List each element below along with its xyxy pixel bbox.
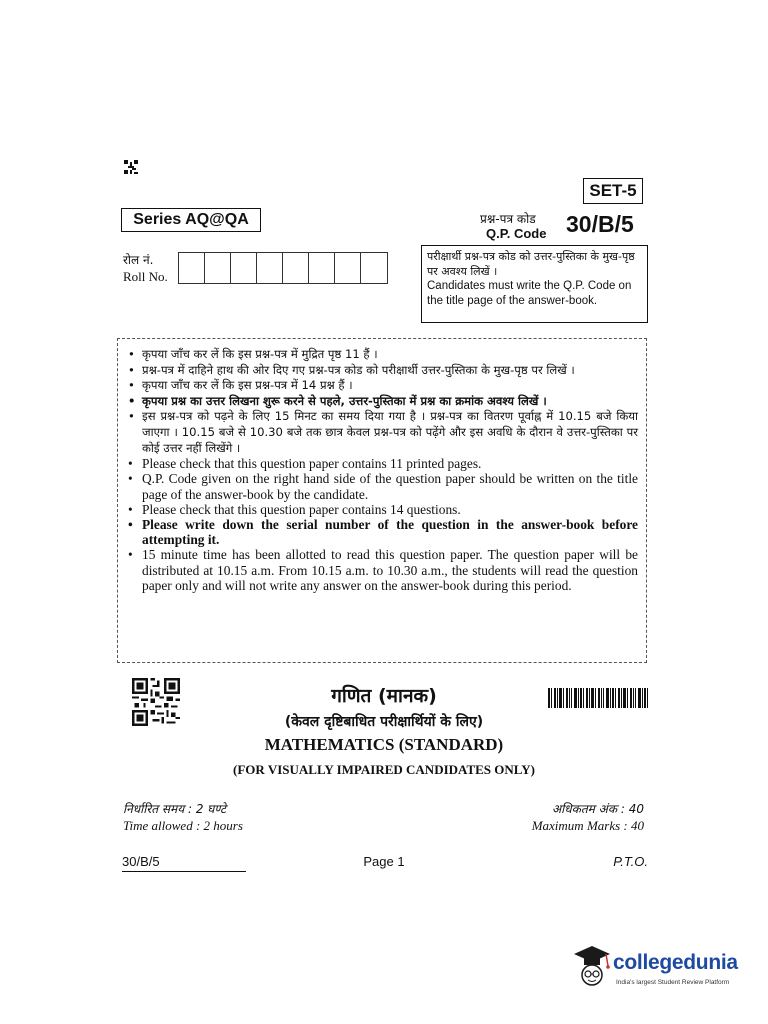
- maximum-marks: Maximum Marks : 40: [531, 818, 644, 833]
- qp-code-label: Q.P. Code: [486, 226, 547, 241]
- roll-digit-box[interactable]: [283, 253, 309, 283]
- qp-code-value: 30/B/5: [566, 211, 634, 237]
- qp-code-note-box: [421, 245, 648, 323]
- time-allowed-hindi: निर्धारित समय : 2 घण्टे: [123, 802, 227, 816]
- roll-digit-box[interactable]: [335, 253, 361, 283]
- roll-digit-box[interactable]: [179, 253, 205, 283]
- roll-digit-box[interactable]: [257, 253, 283, 283]
- page-number: Page 1: [363, 854, 405, 869]
- subject-note: (FOR VISUALLY IMPAIRED CANDIDATES ONLY): [233, 762, 535, 777]
- footer-paper-code: 30/B/5: [122, 854, 246, 872]
- pto-label: P.T.O.: [613, 854, 648, 869]
- collegedunia-tagline: India's largest Student Review Platform: [616, 979, 730, 986]
- instruction-item: • 15 minute time has been allotted to read this question paper. The question paper will be distributed at 10.15 a.m. From 10.15 a.m. to 10.30 a.m., the students will read the question paper only and will not write any answer on the answer-book during this period.: [126, 547, 638, 593]
- instruction-item: • Q.P. Code given on the right hand side of the question paper should be written on the title page of the answer-book by the candidate.: [126, 471, 638, 501]
- subject-note-hindi: (केवल दृष्टिबाधित परीक्षार्थियों के लिए): [284, 714, 484, 730]
- qp-code-label-hindi: प्रश्न-पत्र कोड: [480, 212, 536, 226]
- instructions-box: [117, 338, 647, 663]
- roll-digit-box[interactable]: [309, 253, 335, 283]
- instruction-item: • कृपया जाँच कर लें कि इस प्रश्न-पत्र में मुद्रित पृष्ठ 11 हैं ।: [126, 347, 638, 363]
- roll-number-boxes[interactable]: [178, 252, 388, 284]
- instructions-list: [126, 347, 638, 593]
- roll-digit-box[interactable]: [205, 253, 231, 283]
- instruction-item: • Please write down the serial number of the question in the answer-book before attempting it.: [126, 517, 638, 547]
- instruction-item: • कृपया जाँच कर लें कि इस प्रश्न-पत्र में 14 प्रश्न हैं ।: [126, 378, 638, 394]
- instruction-item: • इस प्रश्न-पत्र को पढ़ने के लिए 15 मिनट का समय दिया गया है । प्रश्न-पत्र का वितरण पूर्वाह्न में 10.15 बजे किया जाएगा । 10.15 बजे से 10.30 बजे तक छात्र केवल प्रश्न-पत्र को पढ़ेंगे और इस अवधि के दौरान वे उत्तर-पुस्तिका पर कोई उत्तर नहीं लिखेंगे ।: [126, 409, 638, 456]
- mini-qr-code-icon: [124, 160, 138, 174]
- collegedunia-brand: collegedunia: [613, 951, 738, 974]
- roll-label: Roll No.: [123, 269, 168, 284]
- maximum-marks-hindi: अधिकतम अंक : 40: [551, 802, 644, 816]
- subject-title: MATHEMATICS (STANDARD): [264, 735, 504, 754]
- instruction-item: • प्रश्न-पत्र में दाहिने हाथ की ओर दिए गए प्रश्न-पत्र कोड को परीक्षार्थी उत्तर-पुस्तिका के मुख-पृष्ठ पर लिखें ।: [126, 363, 638, 379]
- qp-code-note-english: Candidates must write the Q.P. Code on the title page of the answer-book.: [427, 280, 632, 307]
- set-label: SET-5: [583, 178, 643, 204]
- instruction-item: • Please check that this question paper contains 11 printed pages.: [126, 456, 638, 471]
- roll-digit-box[interactable]: [231, 253, 257, 283]
- roll-label-hindi: रोल नं.: [123, 253, 154, 267]
- series-label: Series AQ@QA: [121, 208, 261, 232]
- instruction-item: • कृपया प्रश्न का उत्तर लिखना शुरू करने से पहले, उत्तर-पुस्तिका में प्रश्न का क्रमांक अवश्य लिखें ।: [126, 394, 638, 410]
- roll-digit-box[interactable]: [361, 253, 387, 283]
- subject-title-hindi: गणित (मानक): [331, 685, 437, 707]
- time-allowed: Time allowed : 2 hours: [123, 818, 243, 833]
- qp-code-note-hindi: परीक्षार्थी प्रश्न-पत्र कोड को उत्तर-पुस्तिका के मुख-पृष्ठ पर अवश्य लिखें ।: [427, 250, 635, 278]
- instruction-item: • Please check that this question paper contains 14 questions.: [126, 502, 638, 517]
